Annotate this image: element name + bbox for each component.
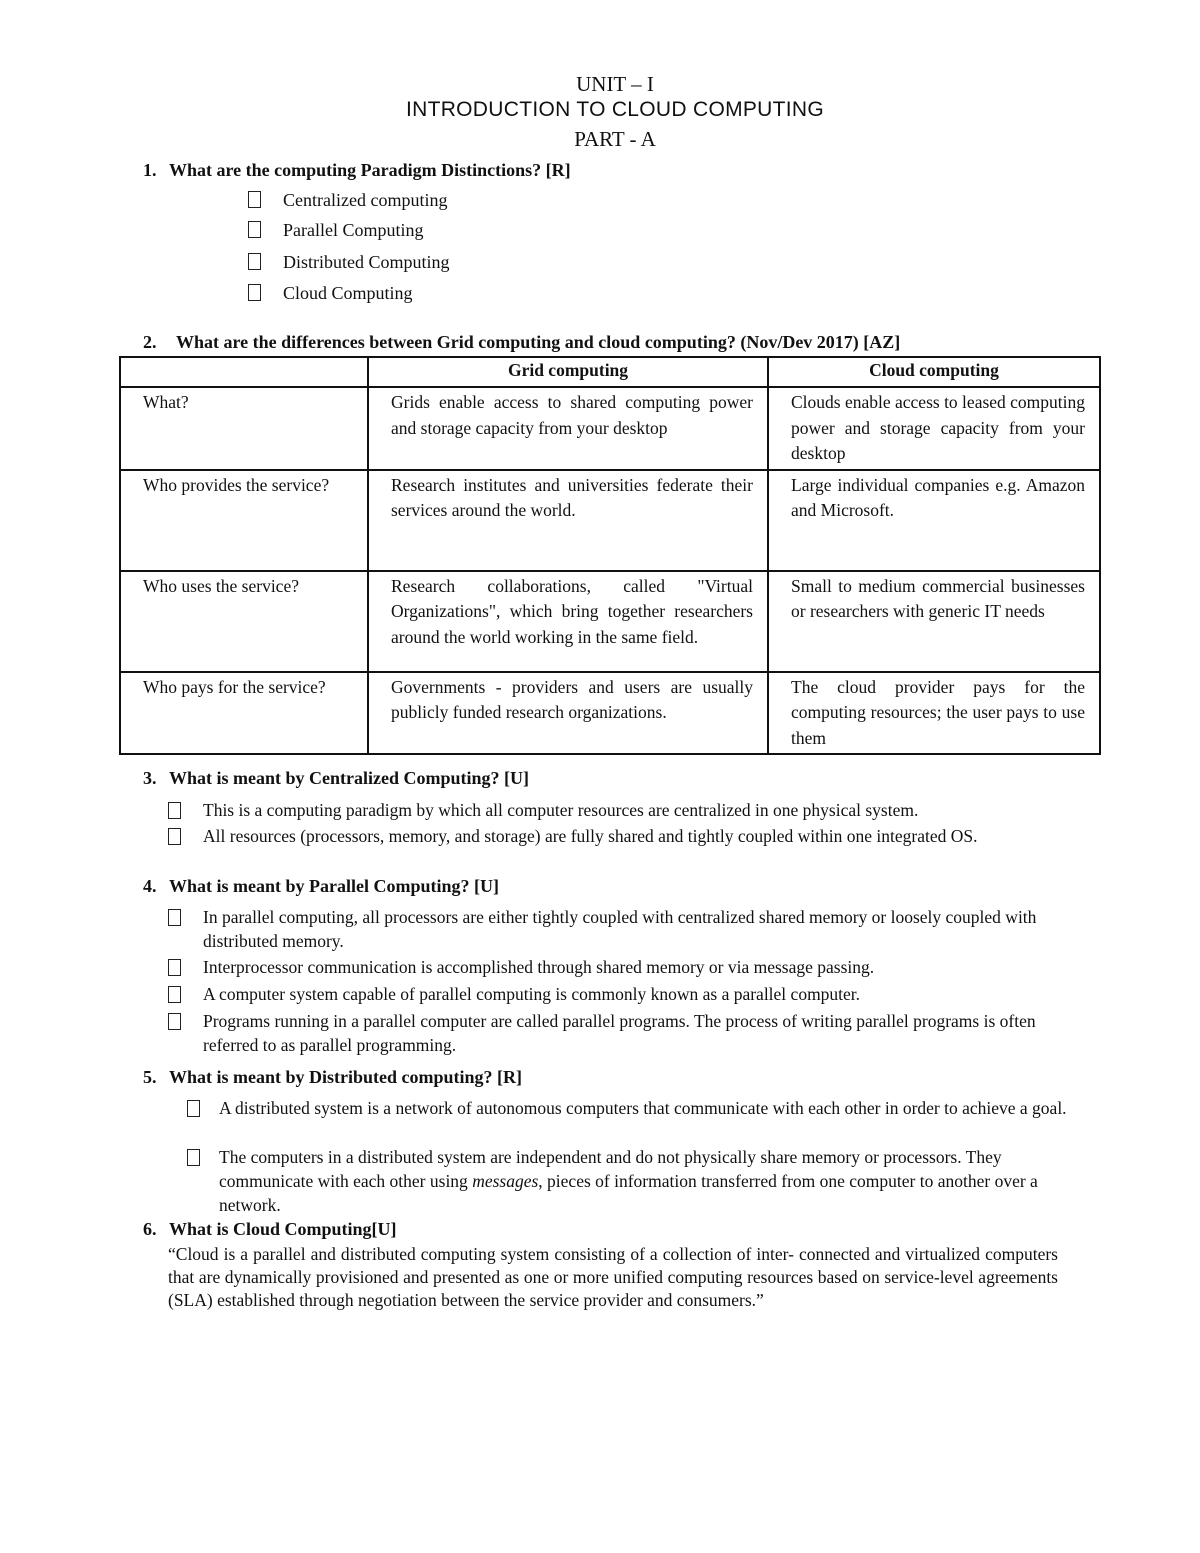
question-text: What are the differences between Grid computing and cloud computing? (Nov/Dev 2017) [AZ] (176, 332, 901, 352)
question-4 (143, 876, 499, 897)
bullet-box-icon (248, 253, 261, 270)
list-item: Interprocessor communication is accomplished through shared memory or via message passing. (168, 955, 1048, 979)
list-item: Centralized computing (248, 190, 447, 211)
cloud-cell: Small to medium commercial businesses or researchers with generic IT needs (768, 571, 1100, 672)
question-5 (143, 1067, 522, 1088)
list-item: Programs running in a parallel computer are called parallel programs. The process of writing parallel programs is often referred to as parallel programming. (168, 1009, 1048, 1057)
bullet-box-icon (187, 1149, 200, 1166)
row-label: Who uses the service? (120, 571, 368, 672)
table-row (120, 387, 1100, 470)
list-item: Distributed Computing (248, 252, 450, 273)
list-item: This is a computing paradigm by which all computer resources are centralized in one physical system. (168, 798, 1048, 822)
cloud-cell: The cloud provider pays for the computing resources; the user pays to use them (768, 672, 1100, 755)
question-number: 3. (143, 768, 157, 788)
table-header-row (120, 357, 1100, 387)
question-text: What is meant by Distributed computing? [R] (169, 1067, 523, 1087)
grid-cell: Governments - providers and users are usually publicly funded research organizations. (368, 672, 768, 755)
row-label: Who provides the service? (120, 470, 368, 571)
bullet-box-icon (187, 1100, 200, 1117)
bullet-box-icon (168, 909, 181, 926)
list-item: Parallel Computing (248, 220, 423, 241)
bullet-box-icon (248, 284, 261, 301)
question-2 (143, 332, 900, 353)
grid-cell: Grids enable access to shared computing power and storage capacity from your desktop (368, 387, 768, 470)
question-number: 1. (143, 160, 157, 180)
list-item: A distributed system is a network of autonomous computers that communicate with each other in order to achieve a goal. (187, 1096, 1067, 1120)
row-label: What? (120, 387, 368, 470)
question-text: What are the computing Paradigm Distinctions? [R] (169, 160, 571, 180)
question-1 (143, 160, 571, 181)
part-heading: PART - A (574, 127, 656, 151)
bullet-box-icon (168, 986, 181, 1003)
list-item: A computer system capable of parallel computing is commonly known as a parallel computer. (168, 982, 1048, 1006)
page-title: INTRODUCTION TO CLOUD COMPUTING (405, 98, 825, 121)
unit-heading: UNIT – I (576, 72, 654, 96)
grid-cell: Research institutes and universities federate their services around the world. (368, 470, 768, 571)
question-text: What is meant by Centralized Computing? [U] (169, 768, 529, 788)
row-label: Who pays for the service? (120, 672, 368, 755)
question-number: 2. (143, 332, 157, 352)
question-3 (143, 768, 529, 789)
question-number: 5. (143, 1067, 157, 1087)
bullet-box-icon (248, 221, 261, 238)
cloud-cell: Large individual companies e.g. Amazon and Microsoft. (768, 470, 1100, 571)
bullet-box-icon (168, 1013, 181, 1030)
list-item: In parallel computing, all processors are either tightly coupled with centralized shared memory or loosely coupled with distributed memory. (168, 905, 1048, 953)
table-header-cell: Cloud computing (768, 357, 1100, 387)
bullet-box-icon (168, 959, 181, 976)
cloud-cell: Clouds enable access to leased computing power and storage capacity from your desktop (768, 387, 1100, 470)
answer-paragraph: “Cloud is a parallel and distributed computing system consisting of a collection of inter- connected and virtualized computers that are dynamically provisioned and presented as one or more unified computing resources based on service-level agreements (SLA) established through negotiation between the service provider and consumers.” (168, 1244, 1058, 1310)
bullet-box-icon (168, 828, 181, 845)
question-6 (143, 1219, 397, 1240)
table-row (120, 470, 1100, 571)
question-number: 4. (143, 876, 157, 896)
grid-cell: Research collaborations, called "Virtual Organizations", which bring together researchers around the world working in the same field. (368, 571, 768, 672)
list-item: Cloud Computing (248, 283, 413, 304)
table-header-cell (120, 357, 368, 387)
question-text: What is Cloud Computing[U] (169, 1219, 397, 1239)
bullet-box-icon (248, 191, 261, 208)
list-item: The computers in a distributed system are independent and do not physically share memory or processors. They communicate with each other using messages, pieces of information transferred from one computer to another over a network. (187, 1145, 1067, 1217)
table-header-cell: Grid computing (368, 357, 768, 387)
list-item: All resources (processors, memory, and storage) are fully shared and tightly coupled within one integrated OS. (168, 824, 1048, 848)
table-row (120, 672, 1100, 755)
comparison-table (119, 356, 1101, 755)
table-row (120, 571, 1100, 672)
question-number: 6. (143, 1219, 157, 1239)
bullet-box-icon (168, 802, 181, 819)
question-text: What is meant by Parallel Computing? [U] (169, 876, 499, 896)
